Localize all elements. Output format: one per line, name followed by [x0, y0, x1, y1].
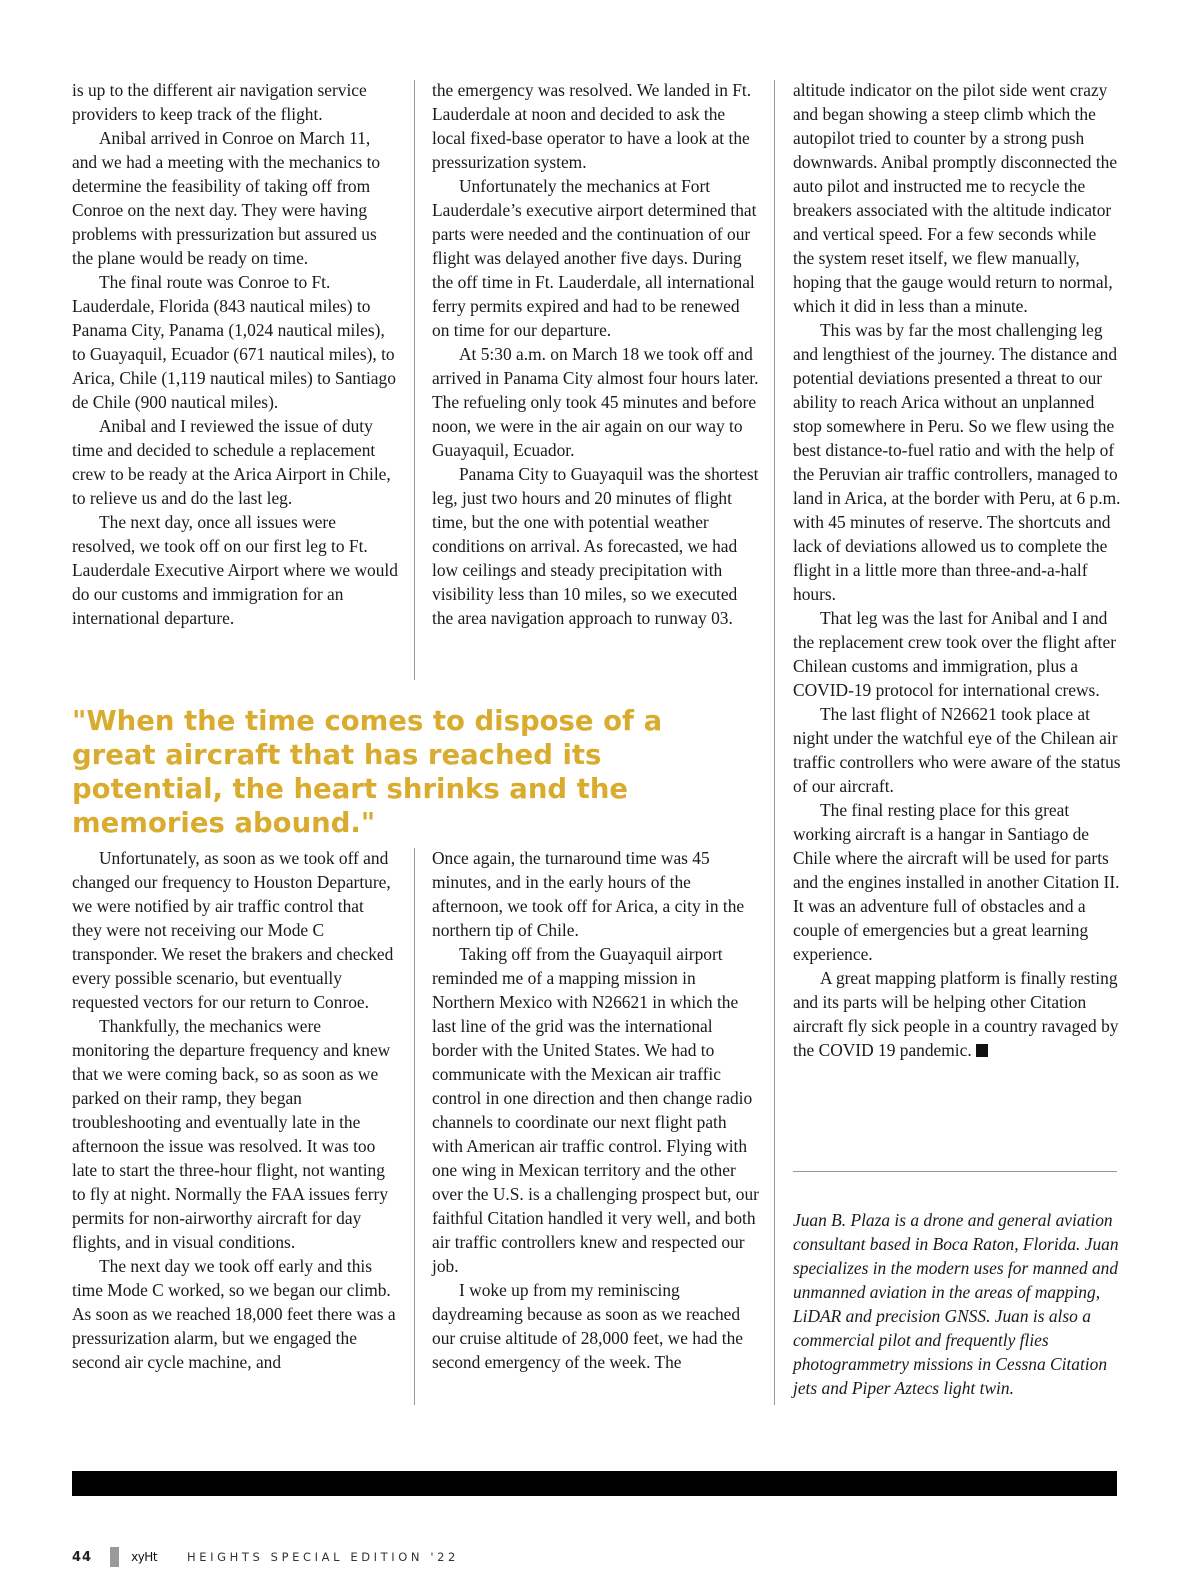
magazine-logo: xyHt	[131, 1550, 158, 1564]
article-column-right	[793, 78, 1121, 1062]
paragraph	[793, 966, 1121, 1062]
paragraph-text: A great mapping platform is finally resting and its parts will be helping other Citation aircraft fly sick people in a country ravaged by the COVID 19 pandemic.	[793, 968, 1119, 1060]
paragraph: Thankfully, the mechanics were monitoring the departure frequency and knew that we were coming back, so as soon as we parked on their ramp, they began troubleshooting and eventually late in the afternoon the issue was resolved. It was too late to start the three-hour flight, not wanting to fly at night. Normally the FAA issues ferry permits for non-airworthy aircraft for day flights, and in visual conditions.	[72, 1016, 391, 1252]
paragraph: Unfortunately the mechanics at Fort Lauderdale’s executive airport determined that parts were needed and the continuation of our flight was delayed another five days. During the off time in Ft. Lauderdale, all international ferry permits expired and had to be renewed on time for our departure.	[432, 176, 757, 340]
paragraph: The final route was Conroe to Ft. Lauderdale, Florida (843 nautical miles) to Panama City, Panama (1,024 nautical miles), to Guayaquil, Ecuador (671 nautical miles), to Arica, Chile (1,119 nautical miles) to Santiago de Chile (900 nautical miles).	[72, 272, 396, 412]
paragraph: Unfortunately, as soon as we took off and changed our frequency to Houston Departure, we were notified by air traffic control that they were not receiving our Mode C transponder. We reset the brakers and checked every possible scenario, but eventually requested vectors for our return to Conroe.	[72, 848, 394, 1012]
bio-divider	[793, 1171, 1117, 1172]
paragraph: The final resting place for this great working aircraft is a hangar in Santiago de Chile where the aircraft will be used for parts and the engines installed in another Citation II. It was an adventure full of obstacles and a couple of emergencies but a great learning experience.	[793, 800, 1120, 964]
column-divider	[414, 848, 415, 1405]
paragraph: altitude indicator on the pilot side went crazy and began showing a steep climb which the autopilot tried to counter by a strong push downwards. Anibal promptly disconnected the auto pilot and instructed me to recycle the breakers associated with the altitude indicator and vertical speed. For a few seconds while the system reset itself, we flew manually, hoping that the gauge would return to normal, which it did in less than a minute.	[793, 80, 1118, 316]
edition-label: HEIGHTS SPECIAL EDITION '22	[187, 1550, 459, 1564]
end-of-article-mark	[976, 1044, 988, 1057]
paragraph: I woke up from my reminiscing daydreaming because as soon as we reached our cruise altitude of 28,000 feet, we had the second emergency of the week. The	[432, 1280, 743, 1372]
article-column-top-middle	[432, 78, 760, 630]
paragraph: This was by far the most challenging leg and lengthiest of the journey. The distance and potential deviations presented a threat to our ability to reach Arica without an unplanned stop somewhere in Peru. So we flew using the best distance-to-fuel ratio and with the help of the Peruvian air traffic controllers, managed to land in Arica, at the border with Peru, at 6 p.m. with 45 minutes of reserve. The shortcuts and lack of deviations allowed us to complete the flight in a little more than three-and-a-half hours.	[793, 320, 1121, 604]
footer-bar	[72, 1471, 1117, 1496]
paragraph: The last flight of N26621 took place at night under the watchful eye of the Chilean air traffic controllers who were aware of the status of our aircraft.	[793, 704, 1121, 796]
column-divider	[774, 80, 775, 1405]
paragraph: The next day we took off early and this time Mode C worked, so we began our climb. As soon as we reached 18,000 feet there was a pressurization alarm, but we engaged the second air cycle machine, and	[72, 1256, 396, 1372]
page-number: 44	[72, 1549, 93, 1565]
column-divider	[414, 80, 415, 680]
paragraph: At 5:30 a.m. on March 18 we took off and arrived in Panama City almost four hours later. The refueling only took 45 minutes and before noon, we were in the air again on our way to Guayaquil, Ecuador.	[432, 344, 759, 460]
paragraph: The next day, once all issues were resolved, we took off on our first leg to Ft. Lauderdale Executive Airport where we would do our customs and immigration for an international departure.	[72, 512, 398, 628]
paragraph: Anibal arrived in Conroe on March 11, and we had a meeting with the mechanics to determine the feasibility of taking off from Conroe on the next day. They were having problems with pressurization but assured us the plane would be ready on time.	[72, 128, 381, 268]
article-column-bottom-middle	[432, 846, 760, 1374]
footer-separator	[110, 1547, 119, 1567]
author-bio: Juan B. Plaza is a drone and general aviation consultant based in Boca Raton, Florida. Juan specializes in the modern uses for manned and unmanned aviation in the areas of mapping, LiDAR and precision GNSS. Juan is also a commercial pilot and frequently flies photogrammetry missions in Cessna Citation jets and Piper Aztecs light twin.	[793, 1210, 1119, 1398]
paragraph: Panama City to Guayaquil was the shortest leg, just two hours and 20 minutes of flight time, but the one with potential weather conditions on arrival. As forecasted, we had low ceilings and steady precipitation with visibility less than 10 miles, so we executed the area navigation approach to runway 03.	[432, 464, 759, 628]
article-column-top-left	[72, 78, 398, 630]
paragraph: That leg was the last for Anibal and I and the replacement crew took over the flight after Chilean customs and immigration, plus a COVID-19 protocol for international crews.	[793, 608, 1117, 700]
paragraph: is up to the different air navigation service providers to keep track of the flight.	[72, 80, 367, 124]
paragraph: the emergency was resolved. We landed in Ft. Lauderdale at noon and decided to ask the local fixed-base operator to have a look at the pressurization system.	[432, 80, 752, 172]
article-column-bottom-left	[72, 846, 398, 1374]
page-footer	[72, 1546, 459, 1568]
paragraph: Once again, the turnaround time was 45 minutes, and in the early hours of the afternoon, we took off for Arica, a city in the northern tip of Chile.	[432, 848, 745, 940]
paragraph: Taking off from the Guayaquil airport reminded me of a mapping mission in Northern Mexico with N26621 in which the last line of the grid was the international border with the United States. We had to communicate with the Mexican air traffic control in one direction and then change radio channels to coordinate our next flight path with American air traffic control. Flying with one wing in Mexican territory and the other over the U.S. is a challenging prospect but, our faithful Citation handled it very well, and both air traffic controllers knew and respected our job.	[432, 944, 759, 1276]
paragraph: Anibal and I reviewed the issue of duty time and decided to schedule a replacement crew to be ready at the Arica Airport in Chile, to relieve us and do the last leg.	[72, 416, 391, 508]
pull-quote: "When the time comes to dispose of a great aircraft that has reached its potential, the heart shrinks and the memories abound."	[72, 705, 663, 839]
